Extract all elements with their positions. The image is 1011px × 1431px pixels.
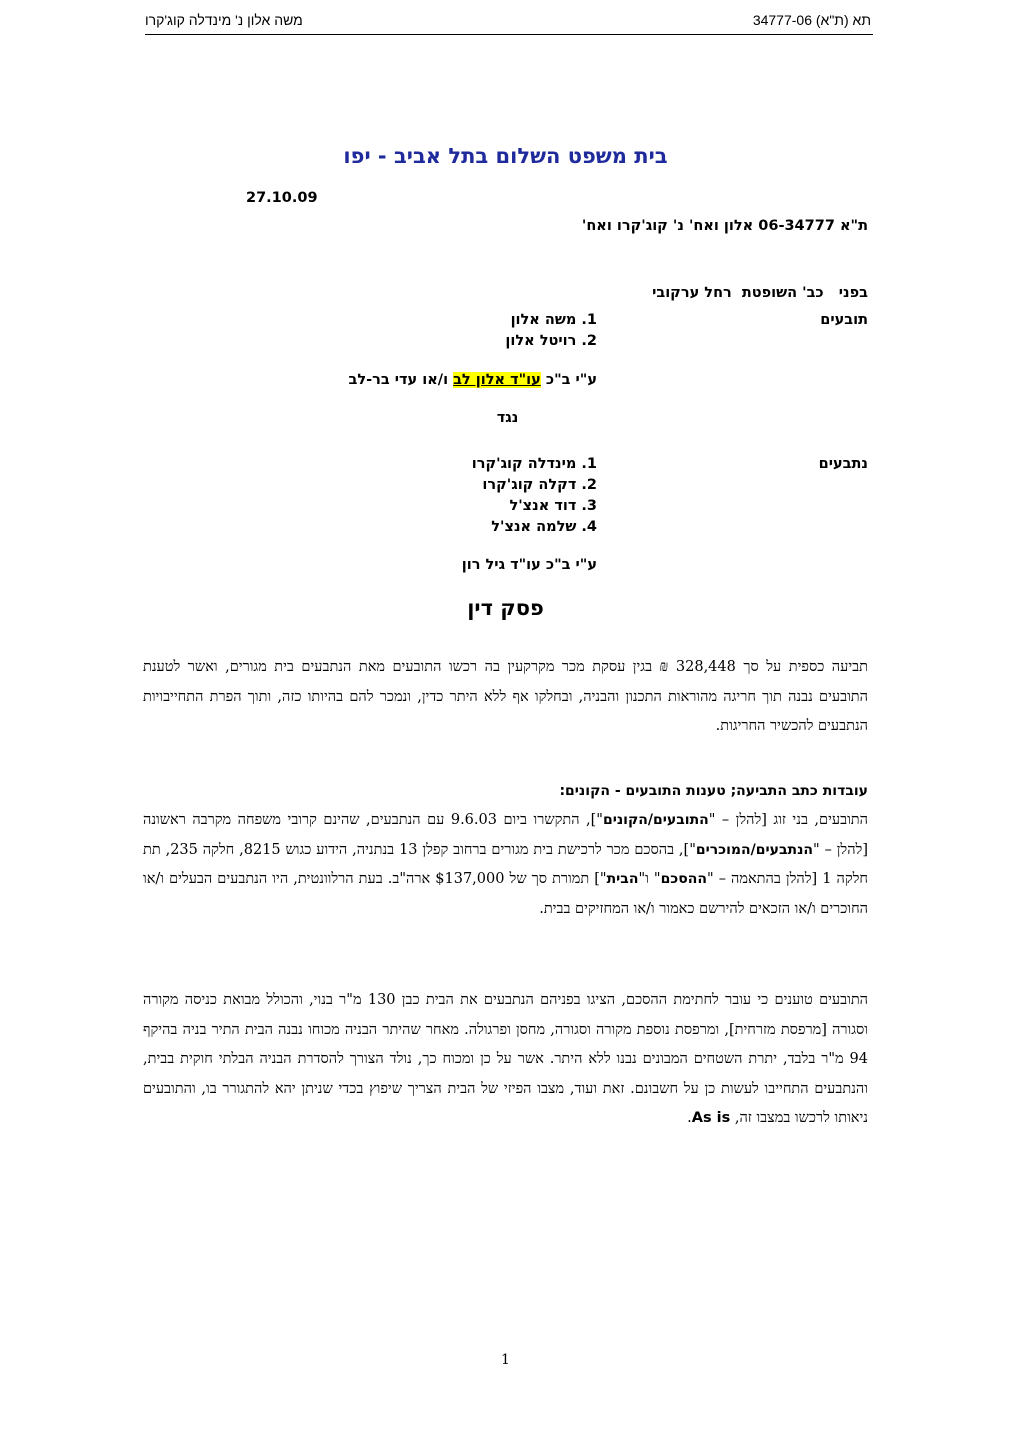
claims-paragraph — [143, 986, 868, 1134]
defined-term: ההסכם — [660, 871, 707, 887]
defendants-list — [472, 454, 597, 538]
section-heading: עובדות כתב התביעה; טענות התובעים - הקונים: — [559, 783, 868, 799]
header-parties: משה אלון נ' מינדלה קוג'קרו — [145, 12, 303, 28]
running-header — [145, 12, 871, 34]
as-is-term: As is — [691, 1110, 731, 1126]
defined-term: הנתבעים/המוכרים — [695, 841, 814, 858]
defined-term: התובעים/הקונים — [602, 812, 709, 828]
list-item: 1. מינדלה קוג'קרו — [471, 456, 597, 472]
facts-text: "], התקשרו ביום 9.6.03 עם הנתבעים, שהינם קרובי משפחה מקרבה ראשונה [להלן – " — [143, 812, 868, 858]
lawyer-prefix: ע"י ב"כ — [540, 372, 597, 388]
list-item: 3. דוד אנצ'ל — [509, 498, 597, 514]
claims-end: . — [687, 1110, 692, 1126]
defendants-lawyer: ע"י ב"כ עו"ד גיל רון — [461, 557, 597, 573]
claims-text: התובעים טוענים כי עובר לחתימת ההסכם, הציגו בפניהם הנתבעים את הבית כבן 130 מ"ר בנוי, והכולל מבואת כניסה מקורה וסגורה [מרפסת מזרחית], ומרפסת נוספת מקורה וסגורה, מחסן ופרגולה. מאחר שהיתר הבניה מכוחו נבנה הבית התיר בניה בהיקף 94 מ"ר בלבד, יתרת השטחים המבונים נבנו ללא היתר. אשר על כן ומכוח כך, נולד הצורך להסדרת הבניה הבלתי חוקית בבית, והנתבעים התחייבו לעשות כן על חשבונם. זאת ועוד, מצבו הפיזי של הבית הצריך שיפוץ בכדי שניתן יהא להתגורר בו, והתובעים ניאותו לרכשו במצבו זה, — [143, 992, 869, 1126]
list-item: 2. דקלה קוג'קרו — [482, 477, 597, 493]
verdict-title: פסק דין — [467, 596, 544, 620]
court-title: בית משפט השלום בתל אביב - יפו — [343, 144, 668, 168]
defined-term: הבית — [606, 871, 639, 887]
list-item: 2. רויטל אלון — [505, 333, 597, 349]
decision-date: 27.10.09 — [246, 190, 318, 206]
plaintiffs-lawyer — [348, 372, 597, 388]
facts-paragraph — [143, 806, 868, 924]
case-line: ת"א 06-34777 אלון ואח' נ' קוג'קרו ואח' — [581, 218, 868, 234]
list-item: 1. משה אלון — [510, 312, 597, 328]
facts-text: התובעים, בני זוג [להלן – " — [708, 812, 868, 828]
plaintiffs-label: תובעים — [820, 312, 868, 328]
facts-text: "] תמורת סך של $137,000 ארה"ב. בעת הרלוונטית, היו הנתבעים הבעלים ו/או החוכרים ו/או הזכאים להירשם כאמור ו/או המחזיקים בבית. — [143, 871, 868, 917]
defendants-label: נתבעים — [818, 456, 868, 472]
list-item: 4. שלמה אנצ'ל — [491, 519, 597, 535]
judge-line: בפני כב' השופטת רחל ערקובי — [652, 285, 868, 301]
intro-paragraph: תביעה כספית על סך 328,448 ₪ בגין עסקת מכר מקרקעין בה רכשו התובעים מאת הנתבעים בית מגורים, ואשר לטענת התובעים נבנה תוך חריגה מהוראות התכנון והבניה, ובחלקו אף ללא היתר כדין, ונמכר להם בהיותו כזה, ותוך הפרת התחייבויות הנתבעים להכשיר החריגות. — [143, 659, 868, 734]
plaintiffs-list — [505, 310, 597, 352]
facts-text: "], בהסכם מכר לרכישת בית מגורים ברחוב קפלן 13 בנתניה, הידוע כגוש 8215, חלקה 235, תת חלקה 1 [להלן בהתאמה – " — [143, 841, 869, 887]
lawyer-suffix: ו/או עדי בר-לב — [348, 372, 454, 388]
header-case-number: תא (ת"א) 34777-06 — [752, 12, 871, 28]
highlighted-lawyer-name: עו"ד אלון לב — [453, 372, 541, 388]
facts-text: " ו" — [638, 871, 661, 887]
header-rule — [145, 34, 873, 35]
versus-label: נגד — [496, 410, 519, 426]
page-number: 1 — [501, 1352, 510, 1368]
